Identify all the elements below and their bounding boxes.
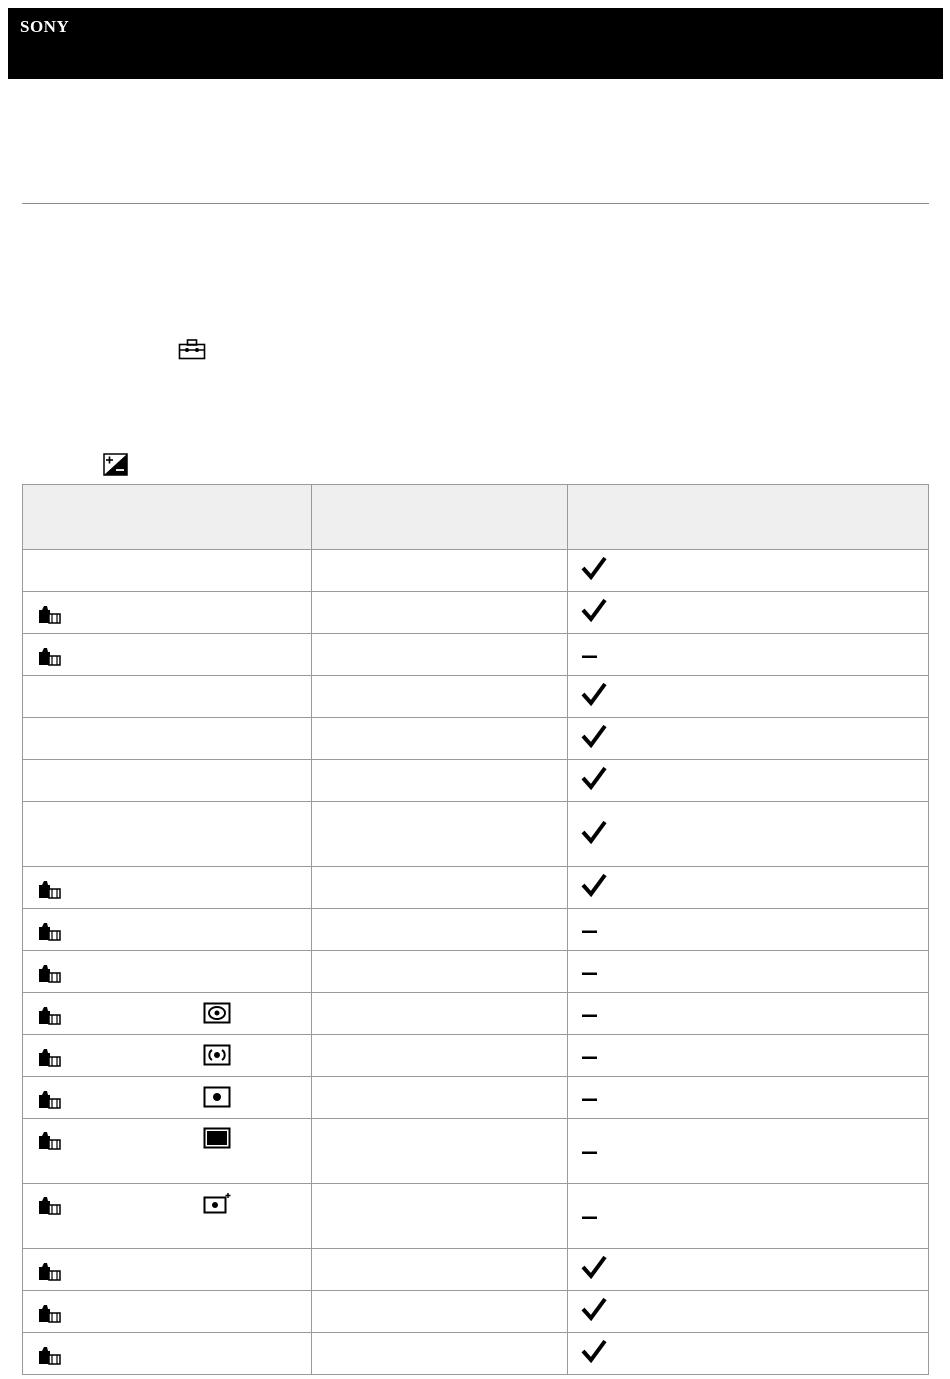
availability-cell bbox=[567, 802, 928, 867]
setting-cell bbox=[312, 760, 567, 802]
availability-cell bbox=[567, 1249, 928, 1291]
item-cell bbox=[23, 951, 312, 993]
check-icon bbox=[581, 1255, 928, 1284]
setting-cell bbox=[312, 951, 567, 993]
item-cell bbox=[23, 592, 312, 634]
table-row bbox=[23, 760, 929, 802]
dash-icon bbox=[581, 921, 928, 939]
sony-logo: SONY bbox=[20, 17, 70, 36]
availability-cell bbox=[567, 1333, 928, 1375]
check-icon bbox=[581, 766, 928, 795]
multi-metering-icon bbox=[203, 1002, 231, 1024]
camera-movie-mode-icon bbox=[37, 1258, 63, 1282]
setting-cell bbox=[312, 909, 567, 951]
setting-cell bbox=[312, 634, 567, 676]
table-row bbox=[23, 634, 929, 676]
camera-movie-mode-icon bbox=[37, 601, 63, 625]
highlight-metering-icon bbox=[203, 1192, 231, 1214]
spot-metering-icon bbox=[203, 1086, 231, 1108]
setting-cell bbox=[312, 676, 567, 718]
table-row bbox=[23, 1333, 929, 1375]
availability-cell bbox=[567, 718, 928, 760]
setting-cell bbox=[312, 1184, 567, 1249]
table-row bbox=[23, 1249, 929, 1291]
availability-cell bbox=[567, 867, 928, 909]
entire-screen-avg-icon bbox=[203, 1127, 231, 1149]
table-row bbox=[23, 1119, 929, 1184]
setting-cell bbox=[312, 802, 567, 867]
item-cell bbox=[23, 909, 312, 951]
camera-movie-mode-icon bbox=[37, 960, 63, 984]
item-cell bbox=[23, 634, 312, 676]
setting-cell bbox=[312, 1077, 567, 1119]
function-table bbox=[22, 484, 929, 1375]
table-row bbox=[23, 867, 929, 909]
dash-icon bbox=[581, 963, 928, 981]
availability-cell bbox=[567, 550, 928, 592]
check-icon bbox=[581, 820, 928, 849]
title-divider bbox=[22, 203, 929, 204]
item-cell bbox=[23, 867, 312, 909]
check-icon bbox=[581, 556, 928, 585]
item-cell bbox=[23, 676, 312, 718]
availability-cell bbox=[567, 1119, 928, 1184]
item-cell bbox=[23, 1035, 312, 1077]
dash-icon bbox=[581, 646, 928, 664]
table-row bbox=[23, 592, 929, 634]
setting-cell bbox=[312, 993, 567, 1035]
camera-movie-mode-icon bbox=[37, 1002, 63, 1026]
setting-cell bbox=[312, 1249, 567, 1291]
check-icon bbox=[581, 1297, 928, 1326]
camera-movie-mode-icon bbox=[37, 918, 63, 942]
check-icon bbox=[581, 873, 928, 902]
dash-icon bbox=[581, 1142, 928, 1160]
item-cell bbox=[23, 993, 312, 1035]
setting-cell bbox=[312, 867, 567, 909]
setting-cell bbox=[312, 592, 567, 634]
center-metering-icon bbox=[203, 1044, 231, 1066]
check-icon bbox=[581, 682, 928, 711]
availability-cell bbox=[567, 592, 928, 634]
camera-movie-mode-icon bbox=[37, 1044, 63, 1068]
table-row bbox=[23, 550, 929, 592]
item-cell bbox=[23, 1291, 312, 1333]
table-row bbox=[23, 1291, 929, 1333]
table-row bbox=[23, 1035, 929, 1077]
setting-cell bbox=[312, 1035, 567, 1077]
camera-movie-mode-icon bbox=[37, 1192, 63, 1216]
setting-cell bbox=[312, 718, 567, 760]
camera-movie-mode-icon bbox=[37, 1300, 63, 1324]
exposure-comp-icon bbox=[103, 453, 128, 476]
check-icon bbox=[581, 598, 928, 627]
toolbox-icon bbox=[178, 338, 206, 360]
item-cell bbox=[23, 718, 312, 760]
availability-cell bbox=[567, 1035, 928, 1077]
item-cell bbox=[23, 1077, 312, 1119]
table-row bbox=[23, 909, 929, 951]
table-row bbox=[23, 1077, 929, 1119]
table-row bbox=[23, 993, 929, 1035]
dash-icon bbox=[581, 1047, 928, 1065]
table-row bbox=[23, 1184, 929, 1249]
table-row bbox=[23, 802, 929, 867]
check-icon bbox=[581, 1339, 928, 1368]
item-cell bbox=[23, 1184, 312, 1249]
camera-movie-mode-icon bbox=[37, 1342, 63, 1366]
camera-movie-mode-icon bbox=[37, 1127, 63, 1151]
top-header-bar bbox=[8, 8, 943, 79]
camera-movie-mode-icon bbox=[37, 1086, 63, 1110]
table-row bbox=[23, 951, 929, 993]
item-cell bbox=[23, 1249, 312, 1291]
item-cell bbox=[23, 1333, 312, 1375]
camera-movie-mode-icon bbox=[37, 643, 63, 667]
table-header-row bbox=[23, 485, 929, 550]
setting-cell bbox=[312, 1291, 567, 1333]
availability-cell bbox=[567, 909, 928, 951]
check-icon bbox=[581, 724, 928, 753]
availability-cell bbox=[567, 993, 928, 1035]
camera-movie-mode-icon bbox=[37, 876, 63, 900]
item-cell bbox=[23, 1119, 312, 1184]
header-cell bbox=[312, 485, 567, 550]
header-cell bbox=[23, 485, 312, 550]
availability-cell bbox=[567, 1184, 928, 1249]
dash-icon bbox=[581, 1005, 928, 1023]
availability-cell bbox=[567, 1077, 928, 1119]
table-row bbox=[23, 676, 929, 718]
setting-cell bbox=[312, 1119, 567, 1184]
setting-cell bbox=[312, 550, 567, 592]
availability-cell bbox=[567, 1291, 928, 1333]
item-cell bbox=[23, 802, 312, 867]
dash-icon bbox=[581, 1089, 928, 1107]
availability-cell bbox=[567, 951, 928, 993]
item-cell bbox=[23, 760, 312, 802]
availability-cell bbox=[567, 760, 928, 802]
header-cell bbox=[567, 485, 928, 550]
dash-icon bbox=[581, 1207, 928, 1225]
availability-cell bbox=[567, 634, 928, 676]
table-row bbox=[23, 718, 929, 760]
item-cell bbox=[23, 550, 312, 592]
setting-cell bbox=[312, 1333, 567, 1375]
availability-cell bbox=[567, 676, 928, 718]
